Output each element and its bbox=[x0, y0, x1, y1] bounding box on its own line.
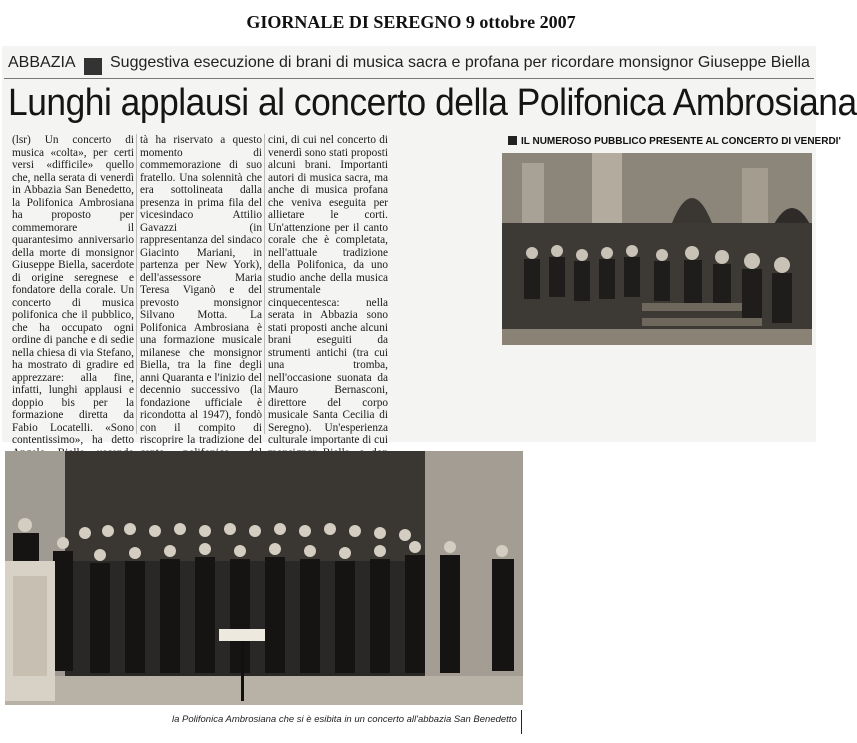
caption-rule bbox=[521, 710, 522, 734]
choir-illustration bbox=[5, 451, 523, 705]
kicker-divider bbox=[4, 78, 814, 79]
photo1-caption bbox=[508, 136, 841, 150]
article-headline: Lunghi applausi al concerto della Polifonica Ambrosiana bbox=[8, 82, 857, 124]
article-column-2 bbox=[140, 134, 262, 446]
article-text-2: tà ha riservato a questo momento di commemorazione di suo fratello. Una solennità che era sottolineata dalla presenza in prima fila del vicesindaco Attilio Gavazzi (in rappresentanza del sindaco Giacinto Mariani, in partenza per New York), dell'assessore Maria Teresa Viganò e del prevosto monsignor Silvano Motta. La Polifonica Ambrosiana è una formazione musicale milanese che monsignor Biella, tra la fine degli anni Quaranta e l'inizio del decennio successivo (la fondazione ufficiale è ricondotta al 1947), fondò con il compito di riscoprire la tradizione del bbox=[140, 134, 262, 446]
section-square-icon bbox=[84, 58, 102, 75]
page-header-title: GIORNALE DI SEREGNO 9 ottobre 2007 bbox=[246, 12, 576, 32]
article-text-3: cini, di cui nel concerto di venerdì sono stati proposti alcuni brani. Importanti autori di musica sacra, ma anche di musica profana che veniva eseguita per allietare le corti. Un'attenzione per il canto corale che è completata, nell'attuale tradizione della Polifonica, da uno studio anche della musica strumentale cinquecentesca: nella serata in Abbazia sono stati proposti anche alcuni brani eseguiti da strumenti antichi (tra cui una tromba, nell'occasione suonata da Mauro Bernasconi, direttore del corpo musicale Santa Cecilia di Seregno). Un'esperienza culturale importante di cui bbox=[268, 134, 388, 446]
column-divider bbox=[264, 134, 265, 434]
choir-photo bbox=[5, 451, 523, 705]
article-column-1 bbox=[12, 134, 134, 446]
audience-photo bbox=[502, 153, 812, 345]
photo2-caption: la Polifonica Ambrosiana che si è esibita in un concerto all'abbazia San Benedetto bbox=[172, 714, 517, 725]
column-divider bbox=[136, 134, 137, 434]
section-label: ABBAZIA bbox=[8, 54, 76, 71]
audience-illustration bbox=[502, 153, 812, 345]
photo1-caption-text: IL NUMEROSO PUBBLICO PRESENTE AL CONCERTO DI VENERDI' bbox=[521, 136, 841, 147]
caption-square-icon bbox=[508, 136, 517, 145]
article-column-3 bbox=[268, 134, 388, 446]
article-text-1: (lsr) Un concerto di musica «colta», per certi versi «difficile» quello che, nella serata di venerdì in Abbazia San Benedetto, la Polifonica Ambrosiana ha proposto per commemorare il quarantesimo anniversario della morte di monsignor Giuseppe Biella, sacerdote di origine seregnese e fondatore della corale. Un concerto di musica polifonica che il pubblico, che ha occupato ogni ordine di panche e di sedie nella chiesa di via Stefano, ha mostrato di gradire ed apprezzare: alla fine, infatti, lunghi applausi e doppio bis per la formazione diretta da Fabio Locatelli. «Sono contentissimo», ha detto bbox=[12, 134, 134, 446]
article-kicker: Suggestiva esecuzione di brani di musica sacra e profana per ricordare monsignor Giuseppe Biella bbox=[110, 54, 810, 71]
